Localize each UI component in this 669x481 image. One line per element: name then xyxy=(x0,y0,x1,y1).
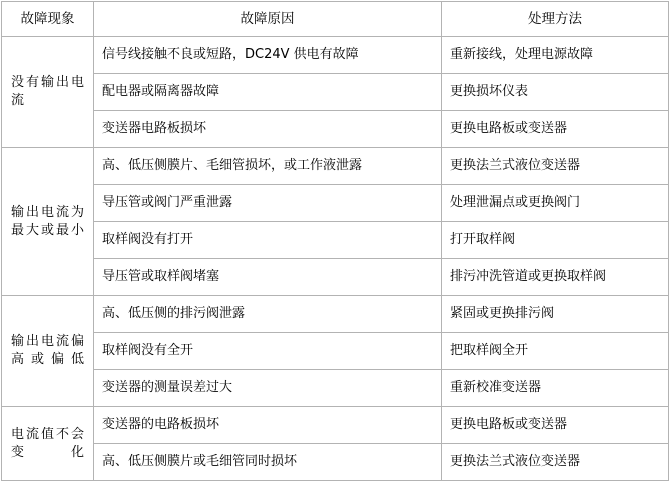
table-row xyxy=(2,296,669,333)
table-row xyxy=(2,407,669,444)
fix-cell: 更换法兰式液位变送器 xyxy=(442,444,669,481)
cause-cell: 取样阀没有打开 xyxy=(94,222,442,259)
fix-cell: 更换法兰式液位变送器 xyxy=(442,148,669,185)
fix-cell: 更换电路板或变送器 xyxy=(442,407,669,444)
fix-cell: 更换电路板或变送器 xyxy=(442,111,669,148)
cause-cell: 信号线接触不良或短路，DC24V 供电有故障 xyxy=(94,37,442,74)
table-row xyxy=(2,185,669,222)
table-row xyxy=(2,333,669,370)
symptom-cell: 输出电流偏高或偏低 xyxy=(2,296,94,407)
fix-cell: 排污冲洗管道或更换取样阀 xyxy=(442,259,669,296)
cause-cell: 变送器的电路板损坏 xyxy=(94,407,442,444)
fix-cell: 重新校准变送器 xyxy=(442,370,669,407)
cause-cell: 取样阀没有全开 xyxy=(94,333,442,370)
fix-cell: 重新接线，处理电源故障 xyxy=(442,37,669,74)
table-header-row xyxy=(2,2,669,37)
table-row xyxy=(2,259,669,296)
column-header-symptom: 故障现象 xyxy=(2,2,94,37)
cause-cell: 变送器的测量误差过大 xyxy=(94,370,442,407)
cause-cell: 高、低压侧膜片、毛细管损坏，或工作液泄露 xyxy=(94,148,442,185)
table-row xyxy=(2,444,669,481)
table-body xyxy=(2,37,669,481)
cause-cell: 配电器或隔离器故障 xyxy=(94,74,442,111)
fix-cell: 处理泄漏点或更换阀门 xyxy=(442,185,669,222)
symptom-cell: 输出电流为最大或最小 xyxy=(2,148,94,296)
table-row xyxy=(2,111,669,148)
fix-cell: 更换损坏仪表 xyxy=(442,74,669,111)
table-row xyxy=(2,74,669,111)
table-header xyxy=(2,2,669,37)
fix-cell: 打开取样阀 xyxy=(442,222,669,259)
table-row xyxy=(2,37,669,74)
symptom-cell: 没有输出电流 xyxy=(2,37,94,148)
cause-cell: 导压管或阀门严重泄露 xyxy=(94,185,442,222)
fault-troubleshooting-table xyxy=(1,1,669,481)
column-header-cause: 故障原因 xyxy=(94,2,442,37)
table-row xyxy=(2,148,669,185)
cause-cell: 变送器电路板损坏 xyxy=(94,111,442,148)
column-header-fix: 处理方法 xyxy=(442,2,669,37)
fix-cell: 紧固或更换排污阀 xyxy=(442,296,669,333)
cause-cell: 高、低压侧膜片或毛细管同时损坏 xyxy=(94,444,442,481)
table-row xyxy=(2,370,669,407)
cause-cell: 导压管或取样阀堵塞 xyxy=(94,259,442,296)
cause-cell: 高、低压侧的排污阀泄露 xyxy=(94,296,442,333)
table-row xyxy=(2,222,669,259)
symptom-cell: 电流值不会变化 xyxy=(2,407,94,481)
fix-cell: 把取样阀全开 xyxy=(442,333,669,370)
